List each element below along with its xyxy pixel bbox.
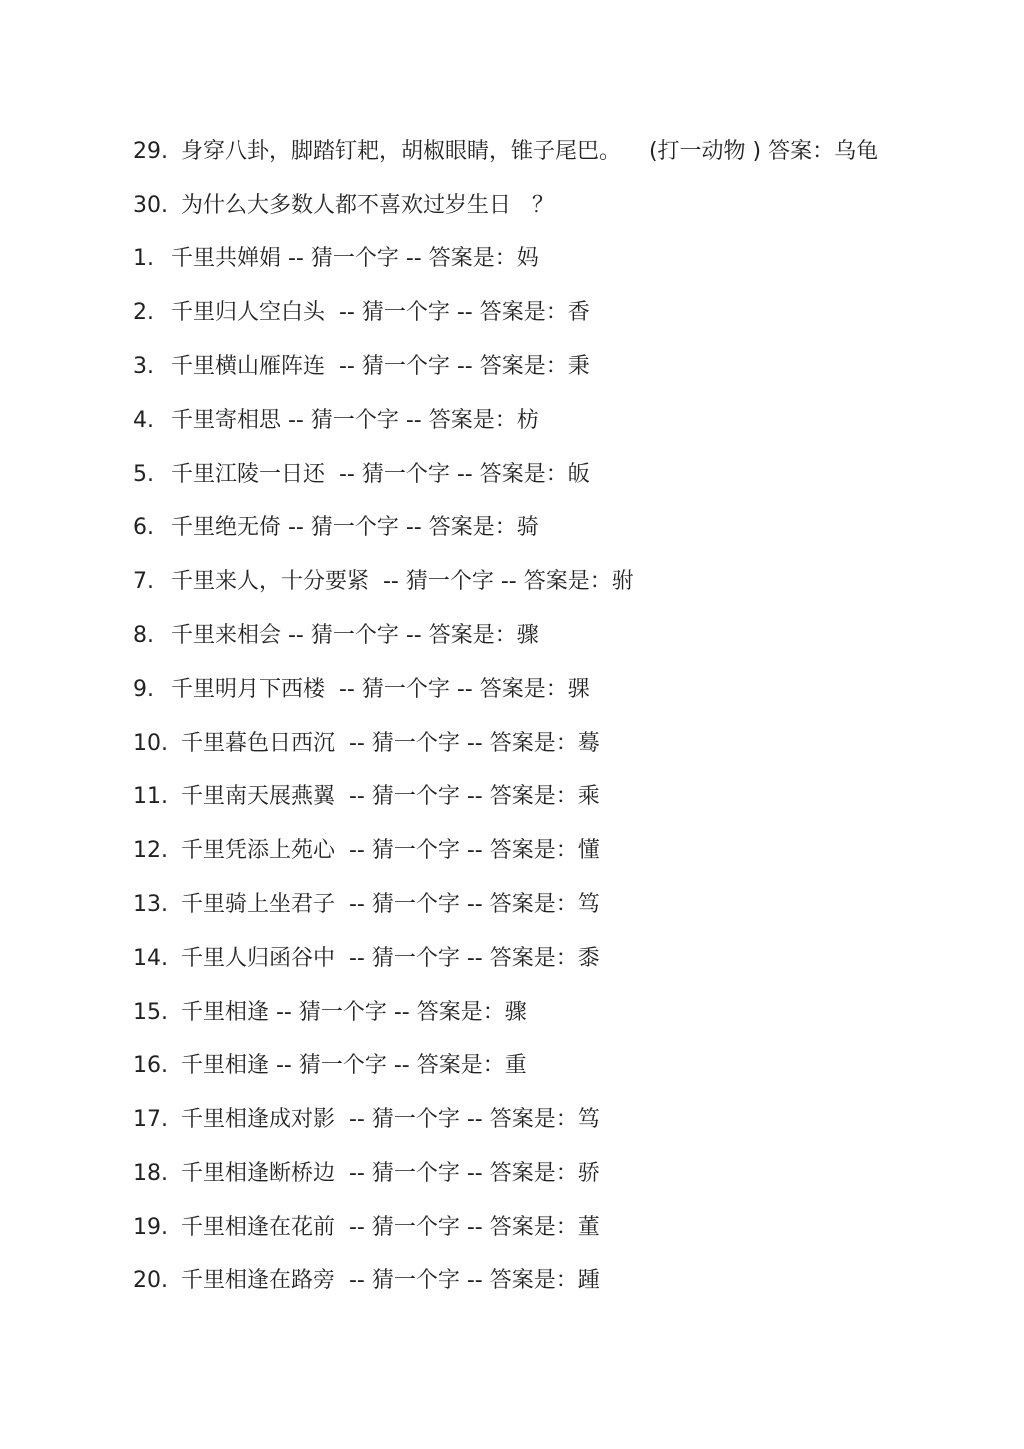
item-text: 千里凭添上苑心 -- 猜一个字 -- 答案是：懂	[181, 838, 600, 863]
item-text: 千里相逢 -- 猜一个字 -- 答案是：骤	[181, 1000, 527, 1025]
item-number: 19.	[133, 1215, 168, 1240]
item-number: 13.	[133, 892, 168, 917]
item-text: 千里南天展燕翼 -- 猜一个字 -- 答案是：乘	[181, 784, 600, 809]
item-number: 11.	[133, 784, 168, 809]
list-item	[133, 352, 590, 382]
item-text: 千里相逢 -- 猜一个字 -- 答案是：重	[181, 1053, 527, 1078]
item-text: 身穿八卦，脚踏钉耙，胡椒眼睛，锥子尾巴。 (打一动物 ) 答案：乌龟	[181, 139, 879, 164]
item-number: 1.	[133, 246, 154, 271]
item-number: 9.	[133, 677, 154, 702]
item-number: 15.	[133, 1000, 168, 1025]
item-text: 千里寄相思 -- 猜一个字 -- 答案是：枋	[171, 408, 539, 433]
item-number: 6.	[133, 515, 154, 540]
item-text: 千里横山雁阵连 -- 猜一个字 -- 答案是：秉	[171, 354, 590, 379]
item-text: 千里相逢在花前 -- 猜一个字 -- 答案是：董	[181, 1215, 600, 1240]
item-text: 千里相逢断桥边 -- 猜一个字 -- 答案是：骄	[181, 1161, 600, 1186]
item-text: 千里来相会 -- 猜一个字 -- 答案是：骤	[171, 623, 539, 648]
item-number: 29.	[133, 139, 168, 164]
list-item	[133, 1213, 600, 1243]
item-number: 5.	[133, 462, 154, 487]
list-item	[133, 675, 590, 705]
list-item	[133, 298, 590, 328]
list-item	[133, 244, 539, 274]
item-text: 千里江陵一日还 -- 猜一个字 -- 答案是：皈	[171, 462, 590, 487]
list-item	[133, 944, 600, 974]
item-text: 为什么大多数人都不喜欢过岁生日 ？	[181, 193, 554, 218]
item-number: 3.	[133, 354, 154, 379]
item-text: 千里绝无倚 -- 猜一个字 -- 答案是：骑	[171, 515, 539, 540]
item-text: 千里相逢在路旁 -- 猜一个字 -- 答案是：踵	[181, 1268, 600, 1293]
item-text: 千里来人，十分要紧 -- 猜一个字 -- 答案是：驸	[171, 569, 634, 594]
list-item	[133, 1105, 600, 1135]
list-item	[133, 1159, 600, 1189]
item-number: 17.	[133, 1107, 168, 1132]
item-number: 20.	[133, 1268, 168, 1293]
list-item	[133, 460, 590, 490]
list-item	[133, 890, 600, 920]
item-text: 千里人归函谷中 -- 猜一个字 -- 答案是：黍	[181, 946, 600, 971]
list-item	[133, 137, 878, 167]
list-item	[133, 621, 539, 651]
list-item	[133, 836, 600, 866]
item-text: 千里明月下西楼 -- 猜一个字 -- 答案是：骒	[171, 677, 590, 702]
item-number: 2.	[133, 300, 154, 325]
item-text: 千里相逢成对影 -- 猜一个字 -- 答案是：笃	[181, 1107, 600, 1132]
list-item	[133, 406, 539, 436]
item-number: 30.	[133, 193, 168, 218]
list-item	[133, 729, 600, 759]
list-item	[133, 998, 527, 1028]
item-number: 8.	[133, 623, 154, 648]
list-item	[133, 191, 554, 221]
item-text: 千里归人空白头 -- 猜一个字 -- 答案是：香	[171, 300, 590, 325]
item-number: 12.	[133, 838, 168, 863]
item-text: 千里共婵娟 -- 猜一个字 -- 答案是：妈	[171, 246, 539, 271]
item-text: 千里骑上坐君子 -- 猜一个字 -- 答案是：笃	[181, 892, 600, 917]
list-item	[133, 513, 539, 543]
list-item	[133, 1266, 600, 1296]
item-number: 18.	[133, 1161, 168, 1186]
item-number: 14.	[133, 946, 168, 971]
item-number: 4.	[133, 408, 154, 433]
item-number: 7.	[133, 569, 154, 594]
list-item	[133, 782, 600, 812]
list-item	[133, 1051, 527, 1081]
item-number: 16.	[133, 1053, 168, 1078]
list-item	[133, 567, 634, 597]
item-number: 10.	[133, 731, 168, 756]
item-text: 千里暮色日西沉 -- 猜一个字 -- 答案是：蓦	[181, 731, 600, 756]
